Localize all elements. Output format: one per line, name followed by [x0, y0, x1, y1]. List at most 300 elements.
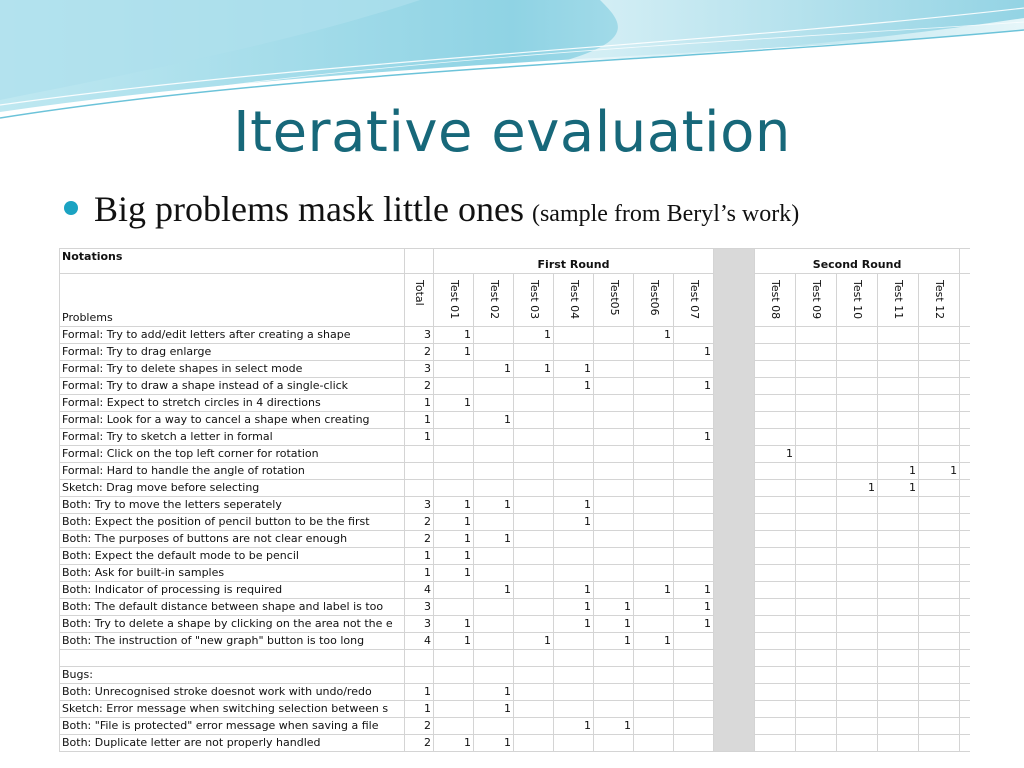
first-round-cell	[554, 684, 594, 701]
second-round-cell	[837, 463, 878, 480]
test-column-header	[594, 274, 634, 327]
empty-cell	[960, 378, 970, 395]
empty-cell	[960, 249, 970, 274]
first-round-cell	[554, 446, 594, 463]
first-round-cell	[634, 599, 674, 616]
second-round-cell	[919, 327, 960, 344]
total-cell: 1	[405, 701, 434, 718]
second-round-cell	[796, 684, 837, 701]
first-round-cell	[594, 412, 634, 429]
table-row	[60, 565, 971, 582]
empty-cell	[634, 650, 674, 667]
first-round-cell	[514, 514, 554, 531]
first-round-cell	[554, 701, 594, 718]
total-cell: 4	[405, 582, 434, 599]
second-round-cell	[755, 514, 796, 531]
first-round-cell	[434, 463, 474, 480]
test-column-header	[554, 274, 594, 327]
first-round-cell	[434, 480, 474, 497]
row-label: Formal: Try to drag enlarge	[60, 344, 405, 361]
test-column-header	[474, 274, 514, 327]
row-label: Formal: Expect to stretch circles in 4 directions	[60, 395, 405, 412]
second-round-cell	[796, 395, 837, 412]
row-label: Formal: Look for a way to cancel a shape when creating	[60, 412, 405, 429]
test-column-header-label: Test 12	[933, 280, 947, 320]
row-label: Formal: Try to delete shapes in select mode	[60, 361, 405, 378]
first-round-cell	[634, 565, 674, 582]
row-label: Both: "File is protected" error message when saving a file	[60, 718, 405, 735]
second-round-cell	[878, 395, 919, 412]
first-round-cell	[594, 344, 634, 361]
empty-cell	[919, 667, 960, 684]
second-round-cell	[878, 548, 919, 565]
second-round-cell	[796, 446, 837, 463]
second-round-cell	[796, 701, 837, 718]
test-column-header	[878, 274, 919, 327]
second-round-cell	[837, 446, 878, 463]
second-round-cell	[919, 395, 960, 412]
second-round-cell	[919, 514, 960, 531]
row-label: Both: The instruction of "new graph" button is too long	[60, 633, 405, 650]
first-round-cell	[674, 633, 714, 650]
first-round-cell	[474, 446, 514, 463]
empty-cell	[60, 650, 405, 667]
first-round-cell: 1	[634, 582, 674, 599]
second-round-cell	[796, 514, 837, 531]
second-round-cell	[878, 633, 919, 650]
empty-cell	[960, 718, 970, 735]
first-round-cell: 1	[514, 633, 554, 650]
second-round-cell	[919, 531, 960, 548]
first-round-cell	[474, 565, 514, 582]
second-round-cell	[796, 497, 837, 514]
second-round-cell	[878, 497, 919, 514]
first-round-cell: 1	[554, 361, 594, 378]
empty-cell	[960, 446, 970, 463]
first-round-cell: 1	[514, 361, 554, 378]
second-round-cell	[919, 446, 960, 463]
first-round-cell	[634, 361, 674, 378]
test-column-header-label: Test 11	[892, 280, 906, 320]
total-cell	[405, 446, 434, 463]
first-round-cell	[554, 463, 594, 480]
table-row	[60, 344, 971, 361]
second-round-cell	[919, 548, 960, 565]
total-cell: 1	[405, 548, 434, 565]
first-round-cell	[594, 429, 634, 446]
empty-cell	[960, 531, 970, 548]
first-round-cell: 1	[674, 378, 714, 395]
empty-cell	[960, 633, 970, 650]
first-round-cell	[594, 548, 634, 565]
first-round-cell: 1	[474, 497, 514, 514]
first-round-cell	[594, 480, 634, 497]
row-label: Both: Expect the position of pencil button to be the first	[60, 514, 405, 531]
empty-cell	[837, 667, 878, 684]
empty-cell	[960, 599, 970, 616]
empty-cell	[674, 667, 714, 684]
row-label: Both: The purposes of buttons are not clear enough	[60, 531, 405, 548]
second-round-cell	[919, 497, 960, 514]
second-round-cell	[796, 344, 837, 361]
first-round-cell	[474, 327, 514, 344]
first-round-cell: 1	[434, 565, 474, 582]
bullet-main-text: Big problems mask little ones	[94, 189, 524, 229]
first-round-cell	[514, 412, 554, 429]
second-round-cell	[755, 395, 796, 412]
first-round-cell	[434, 599, 474, 616]
empty-cell	[960, 565, 970, 582]
empty-cell	[960, 514, 970, 531]
empty-cell	[755, 650, 796, 667]
first-round-cell	[634, 497, 674, 514]
second-round-cell	[837, 531, 878, 548]
second-round-cell	[919, 718, 960, 735]
empty-cell	[554, 650, 594, 667]
second-round-cell	[796, 531, 837, 548]
second-round-cell	[919, 429, 960, 446]
empty-cell	[554, 667, 594, 684]
first-round-cell	[434, 718, 474, 735]
test-column-header	[796, 274, 837, 327]
first-round-cell: 1	[554, 718, 594, 735]
table-row	[60, 412, 971, 429]
test-column-header	[919, 274, 960, 327]
total-cell: 1	[405, 565, 434, 582]
first-round-cell	[554, 344, 594, 361]
total-cell	[405, 480, 434, 497]
empty-cell	[960, 735, 970, 752]
second-round-cell	[919, 565, 960, 582]
test-column-header-label: Test 01	[447, 280, 461, 320]
test-column-header	[674, 274, 714, 327]
row-label: Both: Unrecognised stroke doesnot work with undo/redo	[60, 684, 405, 701]
total-cell: 1	[405, 412, 434, 429]
second-round-cell	[755, 327, 796, 344]
first-round-cell: 1	[674, 344, 714, 361]
table-row	[60, 480, 971, 497]
empty-cell	[474, 667, 514, 684]
empty-cell	[674, 650, 714, 667]
first-round-cell	[514, 497, 554, 514]
row-label: Both: Ask for built-in samples	[60, 565, 405, 582]
first-round-cell	[594, 701, 634, 718]
second-round-cell	[919, 582, 960, 599]
first-round-cell	[514, 548, 554, 565]
second-round-cell	[755, 718, 796, 735]
empty-cell	[960, 412, 970, 429]
first-round-cell	[474, 599, 514, 616]
first-round-cell	[474, 633, 514, 650]
second-round-cell	[878, 378, 919, 395]
second-round-cell	[837, 616, 878, 633]
table-row	[60, 378, 971, 395]
first-round-cell	[514, 599, 554, 616]
first-round-cell	[474, 548, 514, 565]
empty-cell	[960, 480, 970, 497]
first-round-cell: 1	[434, 497, 474, 514]
second-round-cell	[837, 327, 878, 344]
first-round-cell: 1	[474, 531, 514, 548]
separator-column	[714, 249, 755, 752]
first-round-cell	[514, 701, 554, 718]
second-round-cell	[755, 582, 796, 599]
second-round-cell	[919, 735, 960, 752]
first-round-cell	[514, 480, 554, 497]
second-round-cell	[837, 701, 878, 718]
first-round-cell	[514, 531, 554, 548]
first-round-cell: 1	[674, 616, 714, 633]
bullet-dot-icon	[64, 201, 78, 215]
table-row	[60, 531, 971, 548]
total-cell: 2	[405, 531, 434, 548]
first-round-cell	[634, 446, 674, 463]
first-round-cell: 1	[634, 633, 674, 650]
test-column-header-label: Test 03	[527, 280, 541, 320]
second-round-cell: 1	[878, 480, 919, 497]
empty-cell	[514, 650, 554, 667]
second-round-cell: 1	[878, 463, 919, 480]
test-column-header-label: Test06	[647, 280, 661, 316]
first-round-cell	[514, 616, 554, 633]
problems-header: Problems	[60, 274, 405, 327]
second-round-cell	[796, 548, 837, 565]
empty-cell	[960, 395, 970, 412]
first-round-cell	[514, 463, 554, 480]
second-round-cell	[878, 735, 919, 752]
second-round-cell	[919, 599, 960, 616]
test-column-header	[634, 274, 674, 327]
table-row	[60, 616, 971, 633]
second-round-cell	[755, 599, 796, 616]
table-row	[60, 548, 971, 565]
bugs-section-row	[60, 667, 971, 684]
empty-cell	[960, 582, 970, 599]
table-row	[60, 582, 971, 599]
row-label: Formal: Hard to handle the angle of rotation	[60, 463, 405, 480]
section-label: Bugs:	[60, 667, 405, 684]
empty-cell	[878, 650, 919, 667]
second-round-cell	[878, 429, 919, 446]
second-round-cell	[878, 582, 919, 599]
table-row	[60, 633, 971, 650]
second-round-cell	[755, 412, 796, 429]
first-round-cell: 1	[434, 531, 474, 548]
second-round-cell	[755, 548, 796, 565]
table-row	[60, 497, 971, 514]
second-round-cell	[837, 412, 878, 429]
first-round-cell: 1	[554, 378, 594, 395]
second-round-cell	[837, 633, 878, 650]
first-round-cell	[514, 735, 554, 752]
first-round-cell	[554, 531, 594, 548]
empty-cell	[960, 616, 970, 633]
second-round-cell	[755, 701, 796, 718]
total-cell: 3	[405, 616, 434, 633]
first-round-cell	[634, 412, 674, 429]
second-round-cell	[796, 582, 837, 599]
table-row	[60, 463, 971, 480]
first-round-cell	[674, 531, 714, 548]
empty-cell	[960, 548, 970, 565]
first-round-cell	[634, 395, 674, 412]
empty-cell	[634, 667, 674, 684]
second-round-cell	[919, 633, 960, 650]
second-round-cell	[878, 565, 919, 582]
test-column-header	[755, 274, 796, 327]
first-round-cell: 1	[554, 616, 594, 633]
second-round-cell	[796, 327, 837, 344]
empty-cell	[434, 667, 474, 684]
empty-cell	[755, 667, 796, 684]
row-label: Formal: Click on the top left corner for rotation	[60, 446, 405, 463]
first-round-cell	[554, 395, 594, 412]
first-round-cell	[554, 735, 594, 752]
first-round-cell	[474, 344, 514, 361]
first-round-cell	[514, 565, 554, 582]
test-column-header	[434, 274, 474, 327]
first-round-cell: 1	[474, 735, 514, 752]
second-round-cell	[755, 361, 796, 378]
first-round-cell: 1	[554, 497, 594, 514]
total-cell: 3	[405, 361, 434, 378]
total-cell: 2	[405, 718, 434, 735]
second-round-cell	[796, 616, 837, 633]
empty-cell	[960, 274, 970, 327]
first-round-cell	[434, 582, 474, 599]
second-round-cell: 1	[919, 463, 960, 480]
empty-cell	[837, 650, 878, 667]
empty-cell	[405, 249, 434, 274]
row-label: Formal: Try to add/edit letters after creating a shape	[60, 327, 405, 344]
second-round-cell	[755, 616, 796, 633]
header-row-rounds	[60, 249, 971, 274]
second-round-cell	[755, 344, 796, 361]
first-round-cell: 1	[474, 361, 514, 378]
table-row	[60, 514, 971, 531]
second-round-cell	[878, 684, 919, 701]
row-label: Sketch: Drag move before selecting	[60, 480, 405, 497]
row-label: Both: Duplicate letter are not properly handled	[60, 735, 405, 752]
empty-cell	[405, 650, 434, 667]
total-column-header	[405, 274, 434, 327]
second-round-cell	[878, 531, 919, 548]
second-round-cell	[837, 548, 878, 565]
first-round-cell	[674, 480, 714, 497]
second-round-cell	[796, 429, 837, 446]
second-round-cell	[796, 412, 837, 429]
first-round-cell	[474, 429, 514, 446]
empty-cell	[434, 650, 474, 667]
empty-cell	[960, 497, 970, 514]
empty-cell	[960, 667, 970, 684]
first-round-cell	[594, 582, 634, 599]
second-round-cell	[755, 633, 796, 650]
second-round-cell	[755, 531, 796, 548]
first-round-cell	[674, 735, 714, 752]
second-round-cell	[837, 514, 878, 531]
first-round-cell	[594, 395, 634, 412]
second-round-cell	[878, 446, 919, 463]
first-round-cell	[634, 701, 674, 718]
empty-cell	[594, 650, 634, 667]
first-round-cell	[554, 480, 594, 497]
bullet-sub-text: (sample from Beryl’s work)	[531, 201, 800, 227]
first-round-cell	[674, 327, 714, 344]
second-round-cell	[919, 480, 960, 497]
row-label: Sketch: Error message when switching selection between s	[60, 701, 405, 718]
second-round-cell: 1	[755, 446, 796, 463]
table-row	[60, 429, 971, 446]
first-round-cell	[434, 412, 474, 429]
blank-row	[60, 650, 971, 667]
first-round-cell: 1	[434, 548, 474, 565]
second-round-cell	[837, 684, 878, 701]
empty-cell	[878, 667, 919, 684]
first-round-cell	[514, 378, 554, 395]
empty-cell	[796, 650, 837, 667]
second-round-cell	[878, 718, 919, 735]
first-round-cell: 1	[434, 514, 474, 531]
first-round-cell	[594, 565, 634, 582]
test-column-header-label: Test 10	[851, 280, 865, 320]
first-round-cell: 1	[474, 701, 514, 718]
first-round-cell	[594, 463, 634, 480]
first-round-cell: 1	[594, 633, 634, 650]
slide-title: Iterative evaluation	[233, 100, 791, 165]
second-round-cell	[837, 378, 878, 395]
second-round-cell	[796, 565, 837, 582]
total-cell: 2	[405, 378, 434, 395]
evaluation-table	[59, 248, 970, 752]
second-round-cell	[755, 463, 796, 480]
first-round-cell	[634, 344, 674, 361]
first-round-cell: 1	[674, 599, 714, 616]
second-round-cell	[837, 361, 878, 378]
second-round-cell	[878, 344, 919, 361]
first-round-cell: 1	[514, 327, 554, 344]
table-row	[60, 361, 971, 378]
second-round-cell	[919, 616, 960, 633]
first-round-cell	[514, 446, 554, 463]
total-cell: 4	[405, 633, 434, 650]
first-round-cell	[634, 514, 674, 531]
first-round-cell	[674, 565, 714, 582]
first-round-cell	[474, 463, 514, 480]
second-round-cell	[837, 395, 878, 412]
first-round-cell	[634, 735, 674, 752]
total-cell: 2	[405, 735, 434, 752]
first-round-cell	[634, 378, 674, 395]
second-round-cell	[837, 582, 878, 599]
first-round-cell: 1	[594, 599, 634, 616]
second-round-cell	[837, 718, 878, 735]
first-round-cell	[514, 582, 554, 599]
row-label: Both: Expect the default mode to be pencil	[60, 548, 405, 565]
first-round-cell: 1	[674, 429, 714, 446]
second-round-cell	[919, 361, 960, 378]
first-round-cell: 1	[474, 412, 514, 429]
first-round-cell	[674, 361, 714, 378]
first-round-cell	[674, 701, 714, 718]
empty-cell	[960, 463, 970, 480]
second-round-cell	[837, 735, 878, 752]
second-round-cell	[878, 616, 919, 633]
first-round-cell	[594, 446, 634, 463]
first-round-cell	[434, 429, 474, 446]
first-round-cell	[634, 480, 674, 497]
test-column-header	[837, 274, 878, 327]
